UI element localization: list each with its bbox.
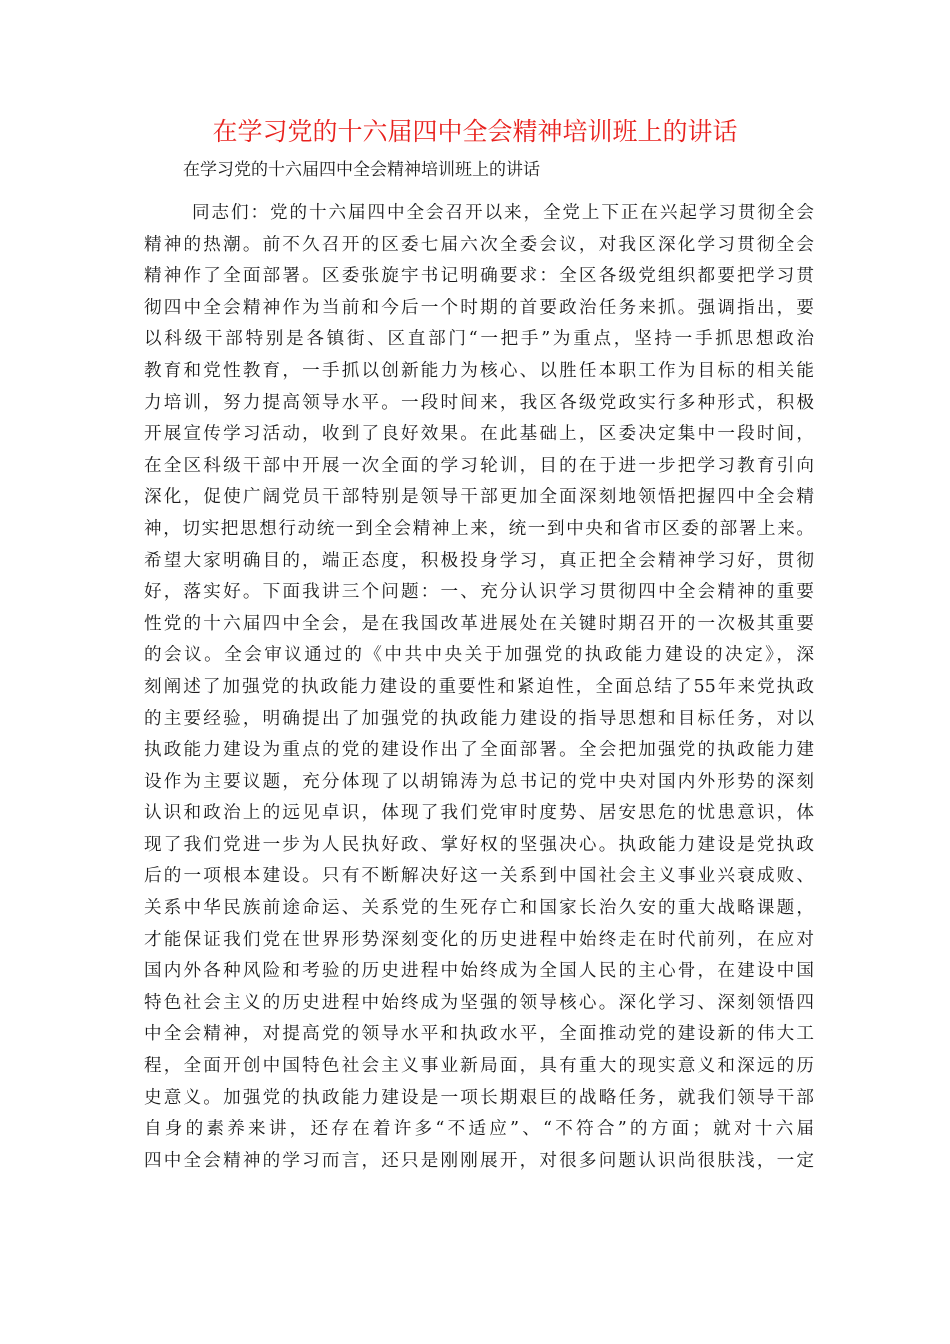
body-line: 才能保证我们党在世界形势深刻变化的历史进程中始终走在时代前列，在应对 bbox=[144, 929, 814, 950]
body-line: 现了我们党进一步为人民执好政、掌好权的坚强决心。执政能力建设是党执政 bbox=[144, 834, 814, 855]
body-line: 刻阐述了加强党的执政能力建设的重要性和紧迫性，全面总结了55年来党执政 bbox=[144, 676, 814, 697]
body-line: 教育和党性教育，一手抓以创新能力为核心、以胜任本职工作为目标的相关能 bbox=[144, 360, 814, 381]
body-line: 的会议。全会审议通过的《中共中央关于加强党的执政能力建设的决定》，深 bbox=[144, 645, 814, 666]
body-line: 关系中华民族前途命运、关系党的生死存亡和国家长治久安的重大战略课题， bbox=[144, 898, 814, 919]
body-line: 神，切实把思想行动统一到全会精神上来，统一到中央和省市区委的部署上来。 bbox=[144, 518, 814, 539]
body-line: 后的一项根本建设。只有不断解决好这一关系到中国社会主义事业兴衰成败、 bbox=[144, 866, 814, 887]
body-line: 设作为主要议题，充分体现了以胡锦涛为总书记的党中央对国内外形势的深刻 bbox=[144, 771, 814, 792]
body-line: 的主要经验，明确提出了加强党的执政能力建设的指导思想和目标任务，对以 bbox=[144, 708, 814, 729]
body-line: 以科级干部特别是各镇街、区直部门“一把手”为重点，坚持一手抓思想政治 bbox=[144, 329, 814, 350]
body-line: 认识和政治上的远见卓识，体现了我们党审时度势、居安思危的忧患意识，体 bbox=[144, 803, 814, 824]
body-line: 中全会精神，对提高党的领导水平和执政水平，全面推动党的建设新的伟大工 bbox=[144, 1024, 814, 1045]
body-line: 四中全会精神的学习而言，还只是刚刚展开，对很多问题认识尚很肤浅，一定 bbox=[144, 1150, 814, 1171]
body-line: 希望大家明确目的，端正态度，积极投身学习，真正把全会精神学习好，贯彻 bbox=[144, 550, 814, 571]
body-line: 彻四中全会精神作为当前和今后一个时期的首要政治任务来抓。强调指出，要 bbox=[144, 297, 814, 318]
body-line: 同志们：党的十六届四中全会召开以来，全党上下正在兴起学习贯彻全会 bbox=[192, 203, 814, 223]
document-title: 在学习党的十六届四中全会精神培训班上的讲话 bbox=[212, 117, 738, 146]
body-line: 自身的素养来讲，还存在着许多“不适应”、“不符合”的方面；就对十六届 bbox=[144, 1119, 814, 1140]
body-line: 性党的十六届四中全会，是在我国改革进展处在关键时期召开的一次极其重要 bbox=[144, 613, 814, 634]
document-subtitle: 在学习党的十六届四中全会精神培训班上的讲话 bbox=[183, 160, 540, 180]
body-line: 精神的热潮。前不久召开的区委七届六次全委会议，对我区深化学习贯彻全会 bbox=[144, 234, 814, 255]
body-line: 史意义。加强党的执政能力建设是一项长期艰巨的战略任务，就我们领导干部 bbox=[144, 1087, 814, 1108]
body-line: 程，全面开创中国特色社会主义事业新局面，具有重大的现实意义和深远的历 bbox=[144, 1056, 814, 1077]
body-line: 精神作了全面部署。区委张旋宇书记明确要求：全区各级党组织都要把学习贯 bbox=[144, 266, 814, 287]
body-line: 在全区科级干部中开展一次全面的学习轮训，目的在于进一步把学习教育引向 bbox=[144, 455, 814, 476]
body-line: 国内外各种风险和考验的历史进程中始终成为全国人民的主心骨，在建设中国 bbox=[144, 961, 814, 982]
body-line: 好，落实好。下面我讲三个问题：一、充分认识学习贯彻四中全会精神的重要 bbox=[144, 582, 814, 603]
document-body bbox=[144, 198, 814, 1177]
body-line: 深化，促使广阔党员干部特别是领导干部更加全面深刻地领悟把握四中全会精 bbox=[144, 487, 814, 508]
body-line: 开展宣传学习活动，收到了良好效果。在此基础上，区委决定集中一段时间， bbox=[144, 424, 814, 445]
body-line: 特色社会主义的历史进程中始终成为坚强的领导核心。深化学习、深刻领悟四 bbox=[144, 992, 814, 1013]
body-line: 力培训，努力提高领导水平。一段时间来，我区各级党政实行多种形式，积极 bbox=[144, 392, 814, 413]
body-line: 执政能力建设为重点的党的建设作出了全面部署。全会把加强党的执政能力建 bbox=[144, 740, 814, 761]
